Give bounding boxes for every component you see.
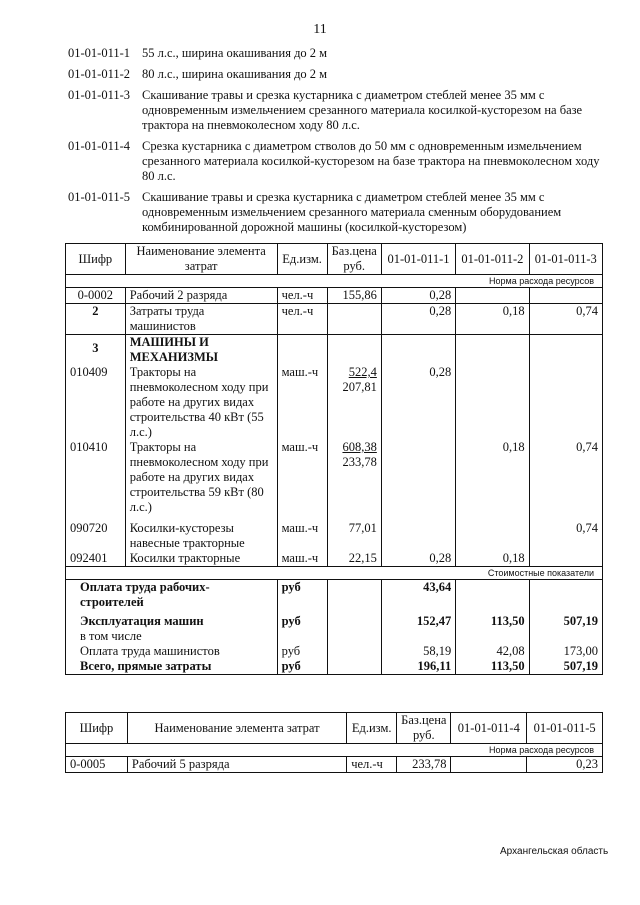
summary-col3: 173,00 xyxy=(529,644,602,659)
header-col1: 01-01-011-1 xyxy=(381,244,455,275)
row-col3 xyxy=(529,335,602,366)
table-row xyxy=(66,515,603,551)
summary-col1: 43,64 xyxy=(381,580,455,611)
row-col1 xyxy=(381,335,455,366)
row-name: Рабочий 5 разряда xyxy=(127,757,346,773)
row-col1: 0,28 xyxy=(381,288,455,304)
entry xyxy=(68,190,608,235)
footer-region: Архангельская область xyxy=(500,846,609,857)
header-name: Наименование элемента затрат xyxy=(127,713,346,744)
row-name: Рабочий 2 разряда xyxy=(125,288,277,304)
header-price: Баз.цена руб. xyxy=(327,244,381,275)
row-code: 0-0002 xyxy=(66,288,126,304)
summary-col3 xyxy=(529,629,602,644)
summary-unit: руб xyxy=(277,580,327,611)
summary-row xyxy=(66,610,603,629)
row-col3: 0,74 xyxy=(529,515,602,551)
row-unit: маш.-ч xyxy=(277,440,327,515)
cost-label: Стоимостные показатели xyxy=(66,567,603,580)
row-col3 xyxy=(529,288,602,304)
row-col1 xyxy=(381,515,455,551)
row-name: Косилки-кусторезы навесные тракторные xyxy=(125,515,277,551)
row-code: 092401 xyxy=(66,551,126,567)
summary-col1 xyxy=(381,629,455,644)
entry-code: 01-01-011-1 xyxy=(68,46,131,60)
summary-price xyxy=(327,629,381,644)
table-header xyxy=(66,713,603,744)
summary-name: Эксплуатация машин xyxy=(66,610,278,629)
row-code: 3 xyxy=(66,335,126,366)
row-code: 0-0005 xyxy=(66,757,128,773)
table-row xyxy=(66,365,603,440)
summary-unit: руб xyxy=(277,659,327,675)
table-header xyxy=(66,244,603,275)
row-price xyxy=(327,365,381,440)
summary-row xyxy=(66,629,603,644)
entry-text: 80 л.с., ширина окашивания до 2 м xyxy=(142,67,328,81)
row-col1 xyxy=(381,440,455,515)
row-col2 xyxy=(456,365,529,440)
table-row xyxy=(66,551,603,567)
entry-text: 55 л.с., ширина окашивания до 2 м xyxy=(142,46,328,60)
entry-text: Скашивание травы и срезка кустарника с диаметром стеблей менее 35 мм с одновременным измельчением срезанного материала косилкой-кусторезом на базе трактора на пневмоколесном ходу 80 л.с. xyxy=(142,88,583,132)
row-code: 010409 xyxy=(66,365,126,440)
summary-col3: 507,19 xyxy=(529,610,602,629)
summary-unit xyxy=(277,629,327,644)
entry-text: Скашивание травы и срезка кустарника с диаметром стеблей менее 35 мм с одновременным измельчением срезанного материала сменным оборудованием комбинированной дорожной машины (косилкой-кусторезом) xyxy=(142,190,562,234)
summary-row xyxy=(66,580,603,611)
resource-table-2 xyxy=(65,712,603,773)
summary-name: Всего, прямые затраты xyxy=(66,659,278,675)
summary-name: Оплата труда рабочих-строителей xyxy=(66,580,278,611)
cost-label-row xyxy=(66,567,603,580)
norm-label-row xyxy=(66,275,603,288)
page-number: 11 xyxy=(313,22,327,37)
entry-code: 01-01-011-5 xyxy=(68,190,131,204)
current-price: 207,81 xyxy=(342,380,377,394)
summary-unit: руб xyxy=(277,644,327,659)
summary-col1: 152,47 xyxy=(381,610,455,629)
summary-row xyxy=(66,644,603,659)
row-unit: чел.-ч xyxy=(277,304,327,335)
summary-col2: 42,08 xyxy=(456,644,529,659)
summary-col3: 507,19 xyxy=(529,659,602,675)
row-col1: 0,28 xyxy=(381,551,455,567)
summary-col3 xyxy=(529,580,602,611)
header-code: Шифр xyxy=(66,713,128,744)
base-price: 608,38 xyxy=(342,440,377,454)
entry xyxy=(68,139,608,184)
row-col1: 0,28 xyxy=(381,304,455,335)
entry xyxy=(68,67,608,82)
norm-label-row xyxy=(66,744,603,757)
row-col2: 0,23 xyxy=(527,757,603,773)
entry-text: Срезка кустарника с диаметром стволов до 50 мм с одновременным измельчением срезанного материала косилкой-кусторезом на базе трактора на пневмоколесном ходу 80 л.с. xyxy=(142,139,600,183)
row-code: 2 xyxy=(66,304,126,335)
table-row xyxy=(66,304,603,335)
summary-name: в том числе xyxy=(66,629,278,644)
row-col3 xyxy=(529,551,602,567)
table-row xyxy=(66,335,603,366)
summary-col2 xyxy=(456,580,529,611)
norm-label: Норма расхода ресурсов xyxy=(66,275,603,288)
row-code: 010410 xyxy=(66,440,126,515)
row-price xyxy=(327,335,381,366)
row-price: 22,15 xyxy=(327,551,381,567)
row-price: 77,01 xyxy=(327,515,381,551)
row-unit: чел.-ч xyxy=(347,757,397,773)
row-unit: маш.-ч xyxy=(277,515,327,551)
norm-label: Норма расхода ресурсов xyxy=(66,744,603,757)
summary-price xyxy=(327,610,381,629)
header-col2: 01-01-011-2 xyxy=(456,244,529,275)
entry-code: 01-01-011-2 xyxy=(68,67,131,81)
row-name: Тракторы на пневмоколесном ходу при работе на других видах строительства 59 кВт (80 л.с.) xyxy=(125,440,277,515)
row-code: 090720 xyxy=(66,515,126,551)
table-row xyxy=(66,757,603,773)
row-unit: чел.-ч xyxy=(277,288,327,304)
summary-price xyxy=(327,659,381,675)
row-col2 xyxy=(456,288,529,304)
entry-list xyxy=(68,46,608,241)
summary-price xyxy=(327,644,381,659)
row-unit xyxy=(277,335,327,366)
header-col3: 01-01-011-3 xyxy=(529,244,602,275)
row-price: 155,86 xyxy=(327,288,381,304)
summary-col2: 113,50 xyxy=(456,659,529,675)
row-unit: маш.-ч xyxy=(277,365,327,440)
summary-price xyxy=(327,580,381,611)
row-col3: 0,74 xyxy=(529,304,602,335)
resource-table-1 xyxy=(65,243,603,675)
header-price: Баз.цена руб. xyxy=(397,713,451,744)
row-price xyxy=(327,304,381,335)
header-name: Наименование элемента затрат xyxy=(125,244,277,275)
row-name: Затраты труда машинистов xyxy=(125,304,277,335)
row-col2: 0,18 xyxy=(456,551,529,567)
entry-code: 01-01-011-4 xyxy=(68,139,131,153)
row-col1: 0,28 xyxy=(381,365,455,440)
row-name: МАШИНЫ И МЕХАНИЗМЫ xyxy=(125,335,277,366)
row-name: Тракторы на пневмоколесном ходу при работе на других видах строительства 40 кВт (55 л.с.) xyxy=(125,365,277,440)
row-price xyxy=(327,440,381,515)
header-unit: Ед.изм. xyxy=(347,713,397,744)
current-price: 233,78 xyxy=(342,455,377,469)
row-col3 xyxy=(529,365,602,440)
header-col1: 01-01-011-4 xyxy=(451,713,527,744)
header-unit: Ед.изм. xyxy=(277,244,327,275)
row-name: Косилки тракторные xyxy=(125,551,277,567)
entry xyxy=(68,46,608,61)
row-unit: маш.-ч xyxy=(277,551,327,567)
row-col2: 0,18 xyxy=(456,304,529,335)
row-col3: 0,74 xyxy=(529,440,602,515)
summary-name: Оплата труда машинистов xyxy=(66,644,278,659)
summary-col1: 196,11 xyxy=(381,659,455,675)
summary-unit: руб xyxy=(277,610,327,629)
header-code: Шифр xyxy=(66,244,126,275)
row-price: 233,78 xyxy=(397,757,451,773)
row-col2 xyxy=(456,335,529,366)
header-col2: 01-01-011-5 xyxy=(527,713,603,744)
row-col1 xyxy=(451,757,527,773)
table-row xyxy=(66,288,603,304)
summary-col2 xyxy=(456,629,529,644)
row-col2: 0,18 xyxy=(456,440,529,515)
row-col2 xyxy=(456,515,529,551)
summary-row xyxy=(66,659,603,675)
base-price: 522,4 xyxy=(348,365,377,379)
entry xyxy=(68,88,608,133)
summary-col2: 113,50 xyxy=(456,610,529,629)
entry-code: 01-01-011-3 xyxy=(68,88,131,102)
table-row xyxy=(66,440,603,515)
summary-col1: 58,19 xyxy=(381,644,455,659)
